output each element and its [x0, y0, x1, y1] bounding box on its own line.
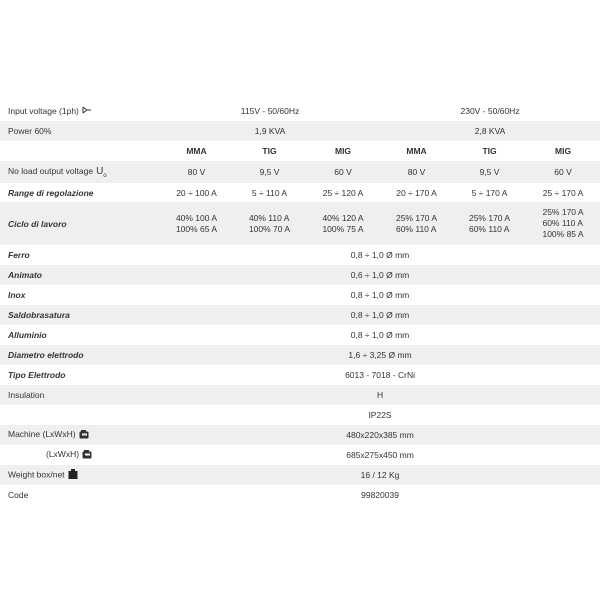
diametro-label: Diametro elettrodo — [0, 345, 160, 365]
tipo-value: 6013 - 7018 - CrNi — [160, 365, 600, 385]
no-load-value: 80 V — [160, 161, 233, 183]
mode-header: MMA — [380, 141, 453, 161]
spec-table — [0, 101, 600, 505]
ip-value: IP22S — [160, 405, 600, 425]
box-label: (LxWxH) — [0, 445, 160, 465]
power-230v: 2,8 KVA — [380, 121, 600, 141]
row-insulation — [0, 385, 600, 405]
animato-value: 0,6 ÷ 1,0 Ø mm — [160, 265, 600, 285]
input-voltage-label: Input voltage (1ph) — [0, 101, 160, 121]
range-value: 25 ÷ 170 A — [526, 183, 600, 202]
mode-header: MMA — [160, 141, 233, 161]
power-115v: 1,9 KVA — [160, 121, 380, 141]
range-value: 20 ÷ 100 A — [160, 183, 233, 202]
machine-label: Machine (LxWxH) — [0, 425, 160, 445]
row-box-dimensions — [0, 445, 600, 465]
range-value: 20 ÷ 170 A — [380, 183, 453, 202]
animato-label: Animato — [0, 265, 160, 285]
row-power — [0, 121, 600, 141]
code-label: Code — [0, 485, 160, 505]
no-load-value: 9,5 V — [453, 161, 526, 183]
uo-symbol: $U_o$ — [96, 165, 107, 179]
duty-value: 40% 120 A 100% 75 A — [306, 202, 380, 245]
saldobrasatura-label: Saldobrasatura — [0, 305, 160, 325]
input-115v: 115V - 50/60Hz — [160, 101, 380, 121]
no-load-value: 60 V — [306, 161, 380, 183]
row-range — [0, 183, 600, 202]
insulation-label: Insulation — [0, 385, 160, 405]
row-modes — [0, 141, 600, 161]
no-load-value: 9,5 V — [233, 161, 306, 183]
row-animato — [0, 265, 600, 285]
machine-dimensions-value: 480x220x385 mm — [160, 425, 600, 445]
row-ferro — [0, 245, 600, 265]
row-code — [0, 485, 600, 505]
row-no-load — [0, 161, 600, 183]
mode-header: TIG — [453, 141, 526, 161]
duty-label: Ciclo di lavoro — [0, 202, 160, 245]
no-load-label: No load output voltage $U_o$ — [0, 161, 160, 183]
row-diametro — [0, 345, 600, 365]
packed-box-icon — [82, 450, 93, 461]
mode-header: TIG — [233, 141, 306, 161]
row-ip — [0, 405, 600, 425]
duty-value: 40% 110 A 100% 70 A — [233, 202, 306, 245]
insulation-value: H — [160, 385, 600, 405]
row-saldobrasatura — [0, 305, 600, 325]
mode-header: MIG — [526, 141, 600, 161]
inox-label: Inox — [0, 285, 160, 305]
duty-value: 25% 170 A 60% 110 A — [380, 202, 453, 245]
row-tipo-elettrodo — [0, 365, 600, 385]
row-input-voltage — [0, 101, 600, 121]
no-load-value: 60 V — [526, 161, 600, 183]
alluminio-label: Alluminio — [0, 325, 160, 345]
range-value: 5 ÷ 110 A — [233, 183, 306, 202]
inox-value: 0,8 ÷ 1,0 Ø mm — [160, 285, 600, 305]
power-label: Power 60% — [0, 121, 160, 141]
row-machine-dimensions — [0, 425, 600, 445]
mode-header: MIG — [306, 141, 380, 161]
plug-icon — [82, 106, 92, 116]
row-duty-cycle — [0, 202, 600, 245]
machine-box-icon — [79, 430, 90, 441]
input-230v: 230V - 50/60Hz — [380, 101, 600, 121]
diametro-value: 1,6 ÷ 3,25 Ø mm — [160, 345, 600, 365]
weight-value: 16 / 12 Kg — [160, 465, 600, 485]
duty-value: 25% 170 A 60% 110 A — [453, 202, 526, 245]
duty-value: 40% 100 A 100% 65 A — [160, 202, 233, 245]
row-inox — [0, 285, 600, 305]
no-load-value: 80 V — [380, 161, 453, 183]
tipo-label: Tipo Elettrodo — [0, 365, 160, 385]
range-label: Range di regolazione — [0, 183, 160, 202]
weight-icon — [68, 469, 78, 481]
row-alluminio — [0, 325, 600, 345]
code-value: 99820039 — [160, 485, 600, 505]
weight-label: Weight box/net — [0, 465, 160, 485]
ferro-value: 0,8 ÷ 1,0 Ø mm — [160, 245, 600, 265]
ferro-label: Ferro — [0, 245, 160, 265]
box-dimensions-value: 685x275x450 mm — [160, 445, 600, 465]
row-weight — [0, 465, 600, 485]
saldobrasatura-value: 0,8 ÷ 1,0 Ø mm — [160, 305, 600, 325]
range-value: 25 ÷ 120 A — [306, 183, 380, 202]
alluminio-value: 0,8 ÷ 1,0 Ø mm — [160, 325, 600, 345]
duty-value: 25% 170 A 60% 110 A 100% 85 A — [526, 202, 600, 245]
range-value: 5 ÷ 170 A — [453, 183, 526, 202]
